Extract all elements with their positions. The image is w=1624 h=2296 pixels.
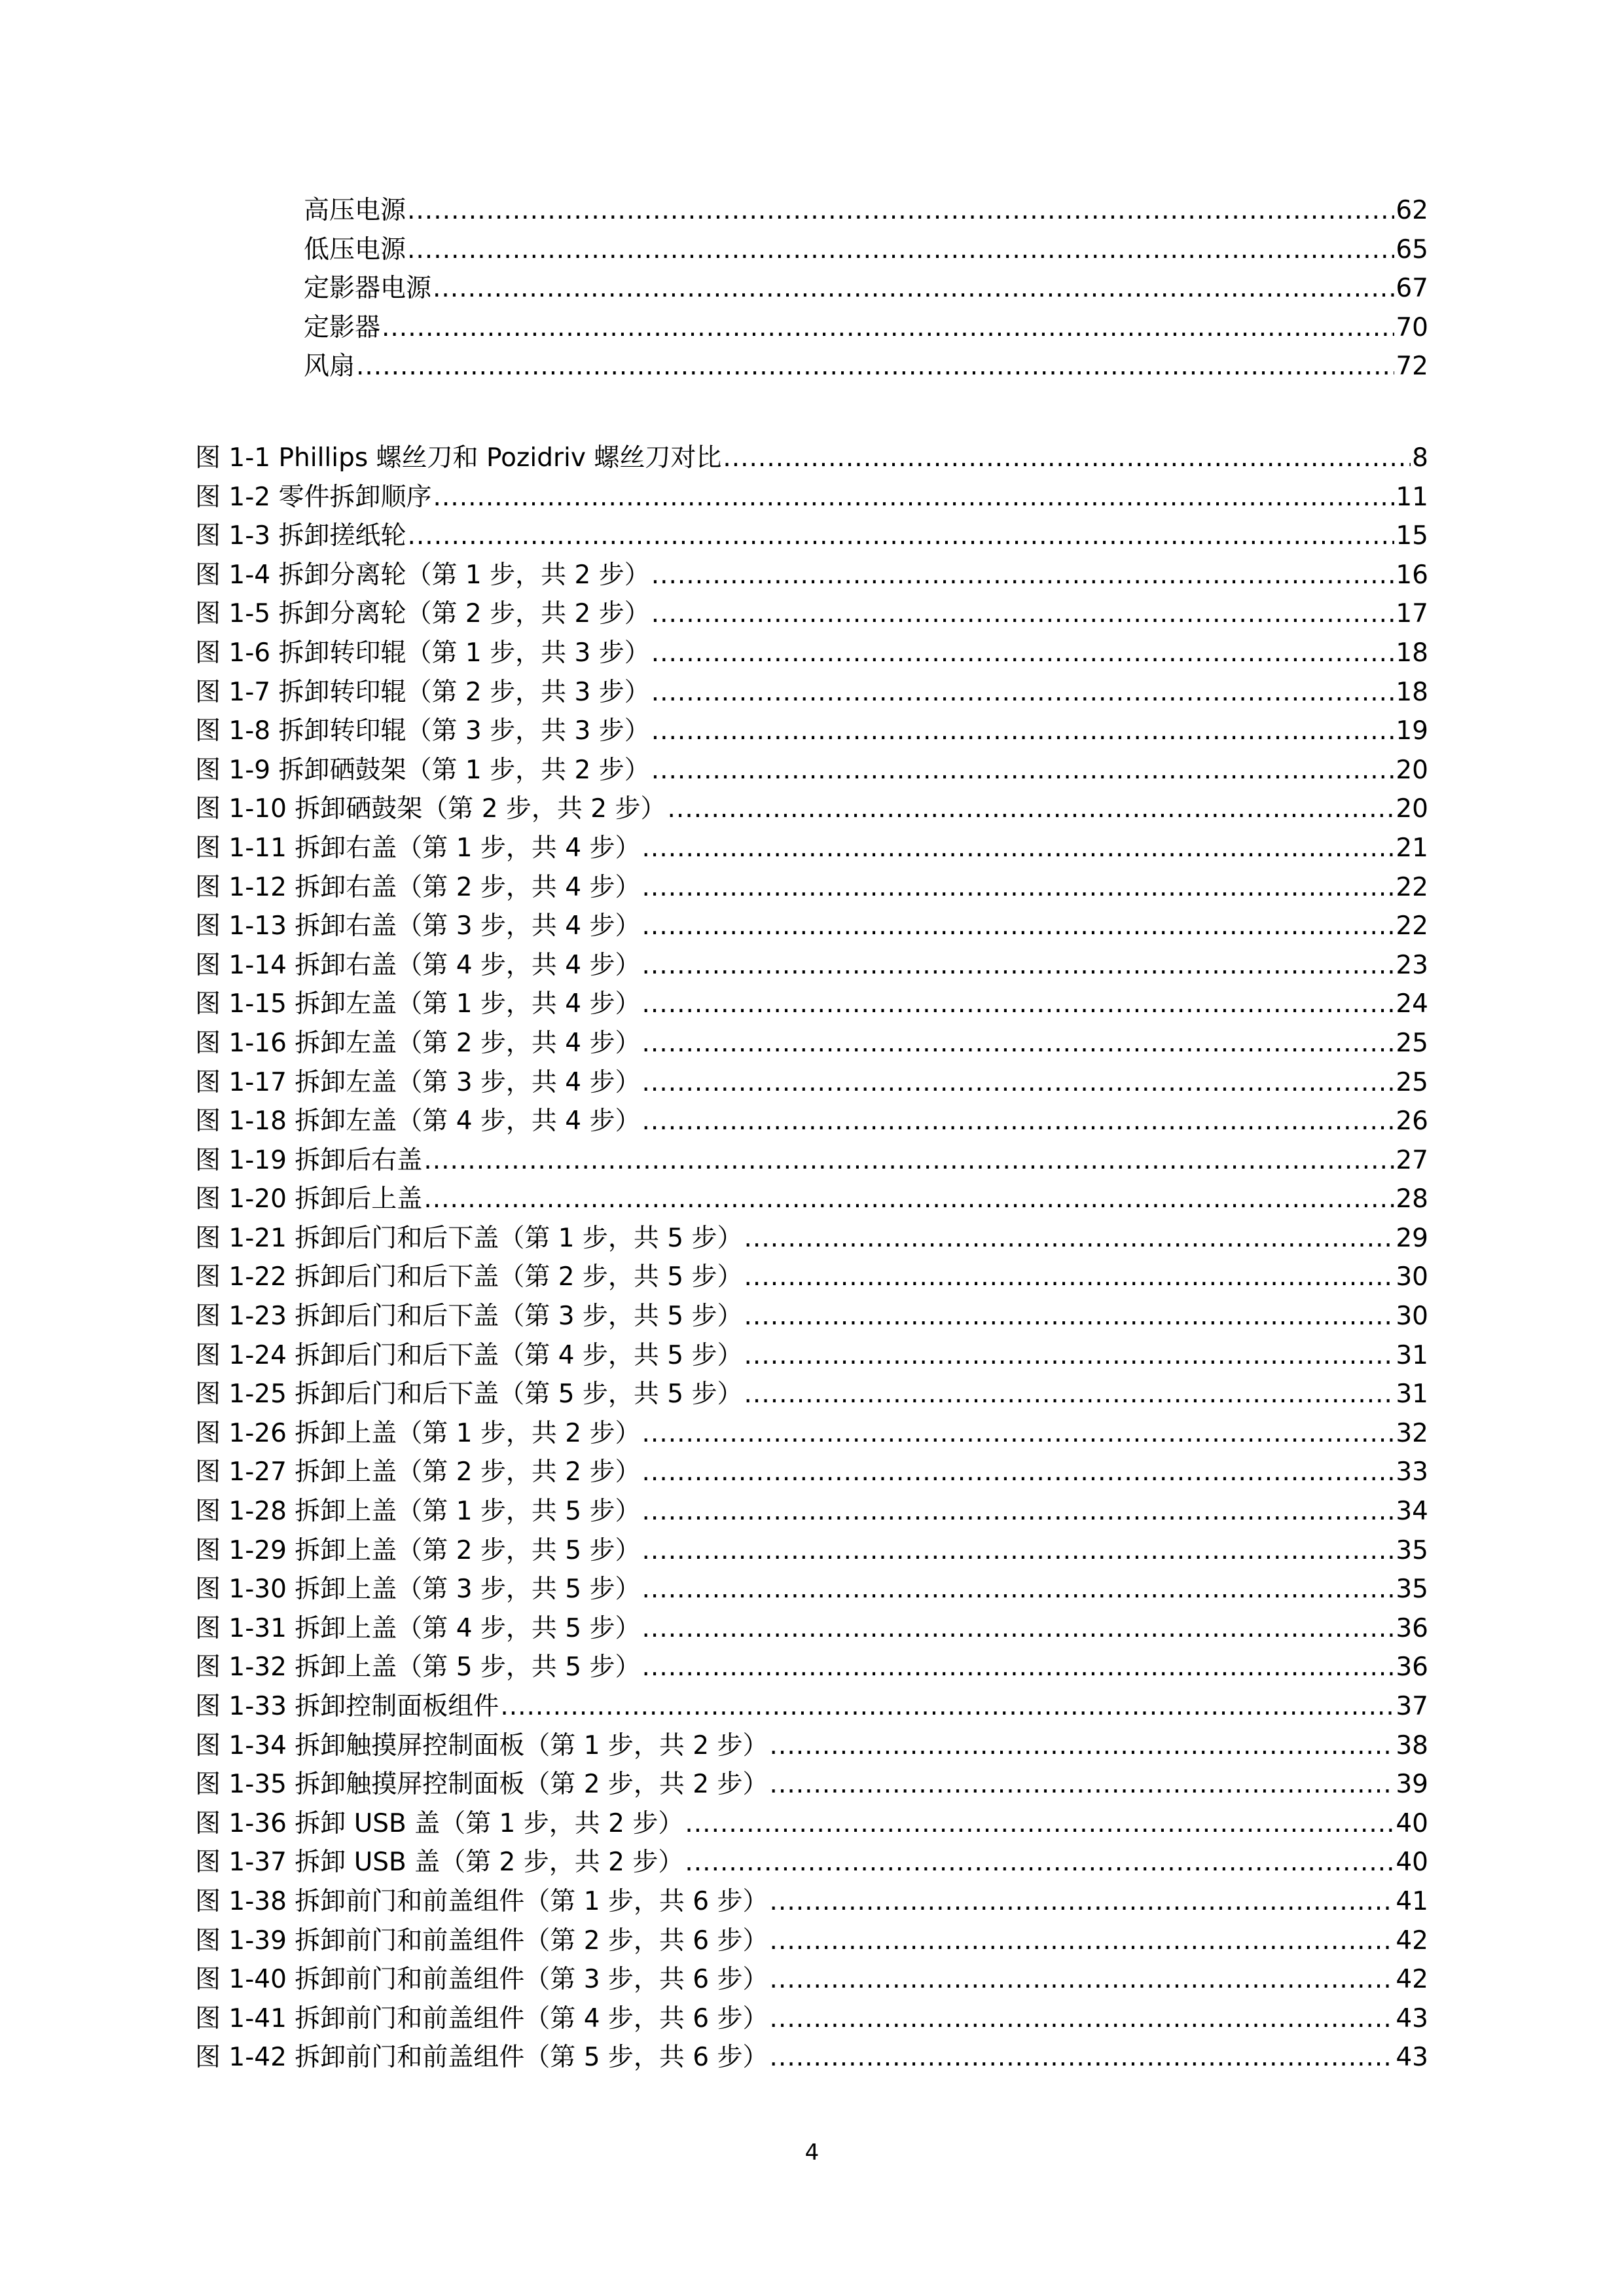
figure-toc-entry[interactable] bbox=[195, 594, 1428, 634]
toc-entry-label: 定影器 bbox=[304, 312, 381, 342]
toc-entry-page: 29 bbox=[1396, 1223, 1428, 1253]
dot-leader bbox=[642, 1648, 1395, 1687]
toc-entry-label: 风扇 bbox=[304, 352, 355, 382]
toc-entry-page: 67 bbox=[1396, 274, 1428, 304]
dot-leader bbox=[651, 673, 1395, 712]
toc-entry-label: 图 1-14 拆卸右盖（第 4 步，共 4 步） bbox=[195, 950, 641, 980]
toc-entry-page: 25 bbox=[1396, 1067, 1428, 1097]
toc-entry-page: 19 bbox=[1396, 716, 1428, 746]
figure-toc-entry[interactable] bbox=[195, 556, 1428, 595]
toc-entry-page: 43 bbox=[1396, 2003, 1428, 2033]
figure-toc-entry[interactable] bbox=[195, 1453, 1428, 1492]
toc-entry-label: 图 1-4 拆卸分离轮（第 1 步，共 2 步） bbox=[195, 560, 650, 590]
toc-entry-label: 图 1-34 拆卸触摸屏控制面板（第 1 步，共 2 步） bbox=[195, 1730, 768, 1760]
figure-toc-entry[interactable] bbox=[195, 985, 1428, 1024]
toc-entry-label: 图 1-1 Phillips 螺丝刀和 Pozidriv 螺丝刀对比 bbox=[195, 443, 722, 473]
dot-leader bbox=[642, 907, 1395, 946]
toc-entry-label: 图 1-6 拆卸转印辊（第 1 步，共 3 步） bbox=[195, 638, 650, 668]
toc-entry-label: 图 1-8 拆卸转印辊（第 3 步，共 3 步） bbox=[195, 716, 650, 746]
toc-entry-page: 39 bbox=[1396, 1770, 1428, 1800]
dot-leader bbox=[770, 1882, 1395, 1922]
toc-entry-page: 8 bbox=[1412, 443, 1428, 473]
dot-leader bbox=[770, 1922, 1395, 1961]
toc-entry-page: 16 bbox=[1396, 560, 1428, 590]
dot-leader bbox=[356, 347, 1394, 386]
toc-entry-label: 图 1-16 拆卸左盖（第 2 步，共 4 步） bbox=[195, 1028, 641, 1058]
figure-toc-entry[interactable] bbox=[195, 1102, 1428, 1141]
figure-toc-list bbox=[195, 439, 1428, 2077]
toc-entry-page: 43 bbox=[1396, 2043, 1428, 2073]
section-toc-entry[interactable] bbox=[195, 230, 1428, 270]
figure-toc-entry[interactable] bbox=[195, 1843, 1428, 1882]
toc-entry-label: 图 1-27 拆卸上盖（第 2 步，共 2 步） bbox=[195, 1457, 641, 1487]
figure-toc-entry[interactable] bbox=[195, 634, 1428, 673]
toc-entry-page: 22 bbox=[1396, 911, 1428, 941]
toc-entry-page: 72 bbox=[1396, 352, 1428, 382]
toc-entry-label: 图 1-12 拆卸右盖（第 2 步，共 4 步） bbox=[195, 872, 641, 902]
figure-toc-entry[interactable] bbox=[195, 1336, 1428, 1376]
dot-leader bbox=[651, 712, 1395, 751]
dot-leader bbox=[642, 1570, 1395, 1609]
toc-entry-label: 图 1-2 零件拆卸顺序 bbox=[195, 482, 432, 512]
toc-entry-label: 图 1-17 拆卸左盖（第 3 步，共 4 步） bbox=[195, 1067, 641, 1097]
toc-entry-page: 25 bbox=[1396, 1028, 1428, 1058]
dot-leader bbox=[424, 1141, 1394, 1180]
toc-entry-page: 31 bbox=[1396, 1379, 1428, 1410]
dot-leader bbox=[723, 439, 1411, 478]
dot-leader bbox=[642, 1024, 1395, 1063]
dot-leader bbox=[642, 1414, 1395, 1453]
toc-entry-label: 图 1-3 拆卸搓纸轮 bbox=[195, 521, 406, 551]
toc-entry-page: 40 bbox=[1396, 1848, 1428, 1878]
figure-toc-entry[interactable] bbox=[195, 1687, 1428, 1726]
toc-entry-page: 18 bbox=[1396, 677, 1428, 707]
figure-toc-entry[interactable] bbox=[195, 1063, 1428, 1102]
section-toc-entry[interactable] bbox=[195, 347, 1428, 386]
toc-entry-label: 图 1-25 拆卸后门和后下盖（第 5 步，共 5 步） bbox=[195, 1379, 743, 1410]
figure-toc-entry[interactable] bbox=[195, 1726, 1428, 1766]
toc-entry-label: 图 1-22 拆卸后门和后下盖（第 2 步，共 5 步） bbox=[195, 1262, 743, 1292]
figure-toc-entry[interactable] bbox=[195, 517, 1428, 556]
figure-toc-entry[interactable] bbox=[195, 1492, 1428, 1531]
figure-toc-entry[interactable] bbox=[195, 673, 1428, 712]
toc-entry-page: 26 bbox=[1396, 1106, 1428, 1137]
toc-entry-page: 30 bbox=[1396, 1302, 1428, 1332]
figure-toc-entry[interactable] bbox=[195, 1609, 1428, 1649]
dot-leader bbox=[642, 1063, 1395, 1102]
toc-entry-page: 42 bbox=[1396, 1965, 1428, 1995]
toc-entry-page: 40 bbox=[1396, 1808, 1428, 1838]
figure-toc-entry[interactable] bbox=[195, 478, 1428, 517]
toc-entry-label: 图 1-21 拆卸后门和后下盖（第 1 步，共 5 步） bbox=[195, 1223, 743, 1253]
dot-leader bbox=[770, 1960, 1395, 1999]
dot-leader bbox=[685, 1843, 1394, 1882]
figure-toc-entry[interactable] bbox=[195, 1141, 1428, 1180]
dot-leader bbox=[407, 230, 1394, 270]
figure-toc-entry[interactable] bbox=[195, 1375, 1428, 1414]
toc-entry-label: 图 1-24 拆卸后门和后下盖（第 4 步，共 5 步） bbox=[195, 1340, 743, 1370]
dot-leader bbox=[642, 1453, 1395, 1492]
toc-entry-label: 图 1-26 拆卸上盖（第 1 步，共 2 步） bbox=[195, 1418, 641, 1448]
toc-entry-page: 65 bbox=[1396, 234, 1428, 264]
dot-leader bbox=[770, 2038, 1395, 2077]
toc-entry-page: 31 bbox=[1396, 1340, 1428, 1370]
dot-leader bbox=[433, 269, 1394, 308]
toc-entry-label: 图 1-18 拆卸左盖（第 4 步，共 4 步） bbox=[195, 1106, 641, 1137]
toc-entry-label: 图 1-7 拆卸转印辊（第 2 步，共 3 步） bbox=[195, 677, 650, 707]
toc-entry-label: 图 1-35 拆卸触摸屏控制面板（第 2 步，共 2 步） bbox=[195, 1770, 768, 1800]
dot-leader bbox=[642, 946, 1395, 985]
toc-entry-label: 图 1-10 拆卸硒鼓架（第 2 步，共 2 步） bbox=[195, 794, 666, 824]
toc-entry-label: 图 1-33 拆卸控制面板组件 bbox=[195, 1692, 499, 1721]
figure-toc-entry[interactable] bbox=[195, 1570, 1428, 1609]
toc-entry-label: 图 1-19 拆卸后右盖 bbox=[195, 1145, 423, 1175]
dot-leader bbox=[668, 790, 1395, 829]
dot-leader bbox=[651, 751, 1395, 790]
dot-leader bbox=[642, 985, 1395, 1024]
toc-entry-page: 17 bbox=[1396, 599, 1428, 629]
toc-entry-page: 38 bbox=[1396, 1730, 1428, 1760]
toc-entry-page: 21 bbox=[1396, 833, 1428, 863]
toc-entry-label: 图 1-11 拆卸右盖（第 1 步，共 4 步） bbox=[195, 833, 641, 863]
toc-entry-page: 24 bbox=[1396, 989, 1428, 1019]
dot-leader bbox=[408, 517, 1395, 556]
figure-toc-entry[interactable] bbox=[195, 868, 1428, 907]
figure-toc-entry[interactable] bbox=[195, 1960, 1428, 1999]
figure-toc-entry[interactable] bbox=[195, 1531, 1428, 1571]
toc-entry-page: 15 bbox=[1396, 521, 1428, 551]
toc-entry-page: 27 bbox=[1396, 1145, 1428, 1175]
figure-toc-entry[interactable] bbox=[195, 1765, 1428, 1804]
dot-leader bbox=[744, 1258, 1395, 1297]
toc-entry-label: 图 1-9 拆卸硒鼓架（第 1 步，共 2 步） bbox=[195, 755, 650, 785]
toc-entry-page: 70 bbox=[1396, 312, 1428, 342]
toc-entry-label: 图 1-30 拆卸上盖（第 3 步，共 5 步） bbox=[195, 1575, 641, 1605]
dot-leader bbox=[744, 1297, 1395, 1336]
toc-entry-label: 图 1-31 拆卸上盖（第 4 步，共 5 步） bbox=[195, 1613, 641, 1643]
figure-toc-entry[interactable] bbox=[195, 907, 1428, 946]
section-toc-entry[interactable] bbox=[195, 269, 1428, 308]
dot-leader bbox=[642, 829, 1395, 868]
figure-toc-entry[interactable] bbox=[195, 2038, 1428, 2077]
toc-entry-label: 图 1-23 拆卸后门和后下盖（第 3 步，共 5 步） bbox=[195, 1302, 743, 1332]
dot-leader bbox=[770, 1726, 1395, 1766]
dot-leader bbox=[744, 1336, 1395, 1376]
toc-entry-page: 41 bbox=[1396, 1886, 1428, 1916]
figure-toc-entry[interactable] bbox=[195, 751, 1428, 790]
toc-entry-page: 33 bbox=[1396, 1457, 1428, 1487]
dot-leader bbox=[433, 478, 1395, 517]
toc-entry-label: 图 1-32 拆卸上盖（第 5 步，共 5 步） bbox=[195, 1652, 641, 1683]
toc-entry-label: 低压电源 bbox=[304, 234, 406, 264]
toc-entry-label: 图 1-13 拆卸右盖（第 3 步，共 4 步） bbox=[195, 911, 641, 941]
toc-entry-page: 32 bbox=[1396, 1418, 1428, 1448]
toc-entry-label: 图 1-5 拆卸分离轮（第 2 步，共 2 步） bbox=[195, 599, 650, 629]
dot-leader bbox=[651, 594, 1395, 634]
figure-toc-entry[interactable] bbox=[195, 712, 1428, 751]
toc-entry-page: 37 bbox=[1396, 1692, 1428, 1721]
figure-toc-entry[interactable] bbox=[195, 1999, 1428, 2039]
figure-toc-entry[interactable] bbox=[195, 946, 1428, 985]
dot-leader bbox=[642, 1492, 1395, 1531]
toc-entry-label: 图 1-28 拆卸上盖（第 1 步，共 5 步） bbox=[195, 1497, 641, 1527]
dot-leader bbox=[382, 308, 1394, 348]
dot-leader bbox=[642, 1531, 1395, 1571]
toc-entry-page: 20 bbox=[1396, 755, 1428, 785]
dot-leader bbox=[424, 1180, 1394, 1219]
toc-entry-label: 图 1-37 拆卸 USB 盖（第 2 步，共 2 步） bbox=[195, 1848, 684, 1878]
toc-entry-page: 11 bbox=[1396, 482, 1428, 512]
figure-toc-entry[interactable] bbox=[195, 1024, 1428, 1063]
figure-toc-entry[interactable] bbox=[195, 1219, 1428, 1258]
toc-entry-label: 图 1-15 拆卸左盖（第 1 步，共 4 步） bbox=[195, 989, 641, 1019]
dot-leader bbox=[770, 1999, 1395, 2039]
toc-entry-label: 高压电源 bbox=[304, 196, 406, 225]
dot-leader bbox=[407, 191, 1394, 230]
figure-toc-entry[interactable] bbox=[195, 1804, 1428, 1844]
dot-leader bbox=[744, 1375, 1395, 1414]
toc-entry-page: 35 bbox=[1396, 1575, 1428, 1605]
toc-entry-page: 18 bbox=[1396, 638, 1428, 668]
figure-toc-entry[interactable] bbox=[195, 1297, 1428, 1336]
toc-entry-label: 图 1-36 拆卸 USB 盖（第 1 步，共 2 步） bbox=[195, 1808, 684, 1838]
dot-leader bbox=[500, 1687, 1394, 1726]
toc-entry-page: 28 bbox=[1396, 1184, 1428, 1214]
figure-toc-entry[interactable] bbox=[195, 790, 1428, 829]
dot-leader bbox=[642, 868, 1395, 907]
figure-toc-entry[interactable] bbox=[195, 439, 1428, 478]
page-number: 4 bbox=[804, 2140, 820, 2166]
toc-entry-page: 35 bbox=[1396, 1535, 1428, 1565]
toc-entry-label: 图 1-40 拆卸前门和前盖组件（第 3 步，共 6 步） bbox=[195, 1965, 768, 1995]
figure-toc-entry[interactable] bbox=[195, 1180, 1428, 1219]
figure-toc-entry[interactable] bbox=[195, 1414, 1428, 1453]
figure-toc-entry[interactable] bbox=[195, 1258, 1428, 1297]
dot-leader bbox=[642, 1609, 1395, 1649]
figure-toc-entry[interactable] bbox=[195, 829, 1428, 868]
toc-entry-label: 图 1-20 拆卸后上盖 bbox=[195, 1184, 423, 1214]
dot-leader bbox=[685, 1804, 1394, 1844]
toc-entry-label: 图 1-38 拆卸前门和前盖组件（第 1 步，共 6 步） bbox=[195, 1886, 768, 1916]
toc-entry-page: 20 bbox=[1396, 794, 1428, 824]
toc-entry-label: 定影器电源 bbox=[304, 274, 432, 304]
figure-toc-entry[interactable] bbox=[195, 1882, 1428, 1922]
dot-leader bbox=[651, 556, 1395, 595]
toc-entry-label: 图 1-29 拆卸上盖（第 2 步，共 5 步） bbox=[195, 1535, 641, 1565]
toc-entry-page: 42 bbox=[1396, 1925, 1428, 1956]
toc-entry-page: 36 bbox=[1396, 1652, 1428, 1683]
dot-leader bbox=[651, 634, 1395, 673]
dot-leader bbox=[744, 1219, 1395, 1258]
toc-entry-page: 62 bbox=[1396, 196, 1428, 225]
dot-leader bbox=[642, 1102, 1395, 1141]
section-toc-entry[interactable] bbox=[195, 191, 1428, 230]
section-toc-list bbox=[195, 191, 1428, 386]
toc-entry-label: 图 1-39 拆卸前门和前盖组件（第 2 步，共 6 步） bbox=[195, 1925, 768, 1956]
toc-entry-label: 图 1-41 拆卸前门和前盖组件（第 4 步，共 6 步） bbox=[195, 2003, 768, 2033]
toc-entry-label: 图 1-42 拆卸前门和前盖组件（第 5 步，共 6 步） bbox=[195, 2043, 768, 2073]
figure-toc-entry[interactable] bbox=[195, 1922, 1428, 1961]
toc-entry-page: 30 bbox=[1396, 1262, 1428, 1292]
figure-toc-entry[interactable] bbox=[195, 1648, 1428, 1687]
toc-entry-page: 36 bbox=[1396, 1613, 1428, 1643]
toc-entry-page: 23 bbox=[1396, 950, 1428, 980]
toc-entry-page: 22 bbox=[1396, 872, 1428, 902]
dot-leader bbox=[770, 1765, 1395, 1804]
section-toc-entry[interactable] bbox=[195, 308, 1428, 348]
toc-entry-page: 34 bbox=[1396, 1497, 1428, 1527]
